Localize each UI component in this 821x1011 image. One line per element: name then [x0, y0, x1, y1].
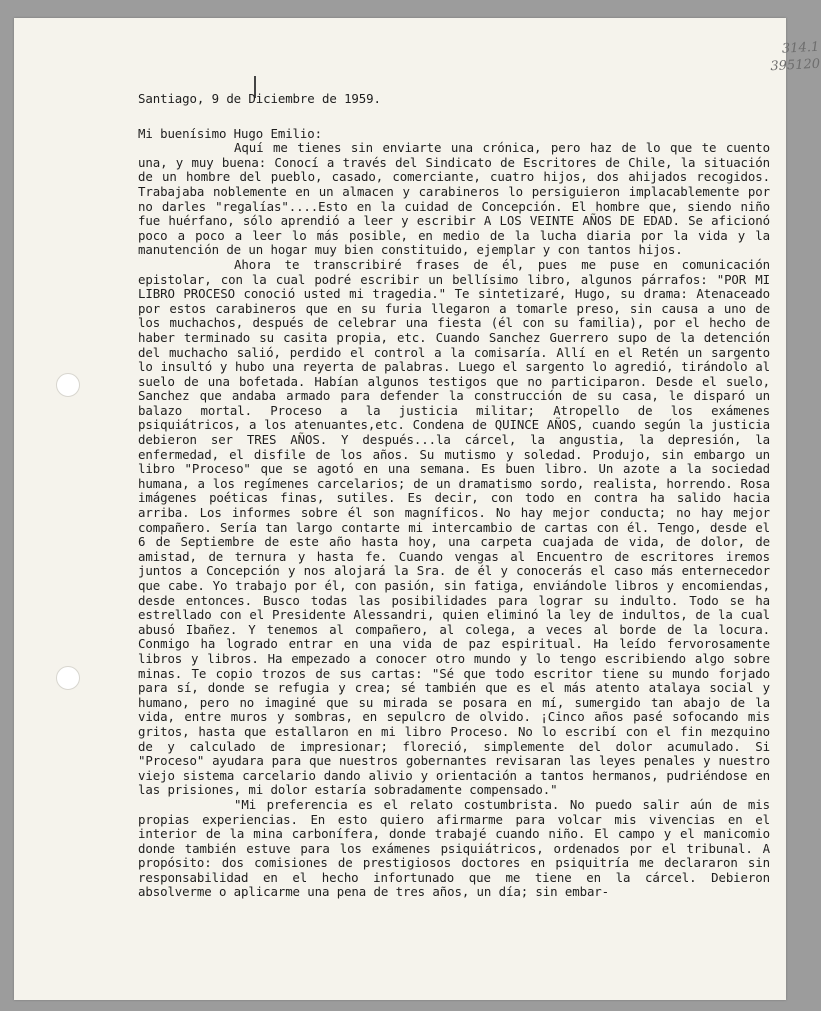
- letter-salutation: Mi buenísimo Hugo Emilio:: [138, 125, 322, 141]
- archive-note-1: 314.1: [781, 39, 820, 57]
- archive-note-2: 395120: [770, 56, 821, 75]
- punch-hole-lower: [56, 666, 80, 690]
- paragraph-1: Aquí me tienes sin enviarte una crónica, pero haz de lo que te cuento una, y muy buena: Conocí a través del Sindicato de Escritores de Chile, la situación de un hombre del pueblo, casado, comerciante, cuatro hijos, dos ahijados recogidos. Trabajaba noblemente en un almacen y carabineros lo persiguieron implacablemente por no darles "regalías"....Esto en la cuidad de Concepción. El hombre que, siendo niño fue huérfano, sólo aprendió a leer y escribir A LOS VEINTE AÑOS DE EDAD. Se aficionó poco a poco a leer lo más posible, en medio de la lucha diaria por la vida y la manutención de un hogar muy bien constituido, ejemplar y con tantos hijos.: [138, 140, 770, 258]
- paragraph-3: "Mi preferencia es el relato costumbrista. No puedo salir aún de mis propias experiencias. En esto quiero afirmarme para volcar mis vivencias en el interior de la mina carbonífera, donde trabajé cuando niño. El campo y el manicomio donde también estuve para los exámenes psiquiátricos, ordenados por el tribunal. A propósito: dos comisiones de prestigiosos doctores en psiquitría me declararon sin responsabilidad en el hecho infortunado que me tiene en la cárcel. Debieron absolverme o aplicarme una pena de tres años, un día; sin embar-: [138, 796, 770, 900]
- archive-pencil-notes: [769, 39, 820, 76]
- paragraph-2: Ahora te transcribiré frases de él, pues me puse en comunicación epistolar, con la cual podré escribir un bellísimo libro, algunos párrafos: "POR MI LIBRO PROCESO conoció usted mi tragedia." Te sintetizaré, Hugo, su drama: Atenaceado por estos carabineros que en su furia llegaron a tomarle preso, sin causa a uno de los muchachos, después de celebrar una fiesta (él con su familia), por el hecho de haber terminado su casita propia, etc. Cuando Sanchez Guerrero supo de la detención del muchacho salió, perdido el control a la comisaría. Allí en el Retén un sargento lo insultó y hubo una reyerta de palabras. Luego el sargento lo agredió, tirándolo al suelo de una bofetada. Habían algunos testigos que no participaron. Desde el suelo, Sanchez que andaba armado para defender la construcción de su casa, le disparó un balazo mortal. Proceso a la justicia militar; Atropello de los exámenes psiquiátricos, a los atenuantes,etc. Condena de QUINCE AÑOS, cuando según la justicia debieron ser TRES AÑOS. Y después...la cárcel, la angustia, la depresión, la enfermedad, el disfile de los años. Su mutismo y soledad. Produjo, sin embargo un libro "Proceso" que se agotó en una semana. Es buen libro. Un azote a la sociedad humana, a los regímenes carcelarios; de un dramatismo sordo, realista, horrendo. Rosa imágenes poéticas finas, sutiles. Es decir, con todo en contra ha salido hacia arriba. Los informes sobre él son magníficos. No hay mejor conducta; no hay mejor compañero. Sería tan largo contarte mi intercambio de cartas con él. Tengo, desde el 6 de Septiembre de este año hasta hoy, una carpeta cuajada de vida, de dolor, de amistad, de ternura y hasta fe. Cuando vengas al Encuentro de escritores iremos juntos a Concepción y nos alojará la Sra. de él y conocerás el caso más enternecedor que cabe. Yo trabajo por él, con pasión, sin fatiga, enviándole libros y encomiendas, desde entonces. Busco todas las posibilidades para lograr su indulto. Todo se ha estrellado con el Presidente Alessandri, quien eliminó la ley de indultos, de la cual abusó Ibañez. Y tenemos al compañero, al colega, a veces al borde de la locura. Conmigo ha logrado entrar en una vida de paz espiritual. Ha leído fervorosamente libros y libros. Ha empezado a conocer otro mundo y lo tengo escribiendo algo sobre minas. Te copio trozos de sus cartas: "Sé que todo escritor tiene su mundo forjado para sí, donde se refugia y crea; sé también que es el más atento atalaya social y humano, pero no imaginé que su mirada se posara en mí, sumergido tan abajo de la vida, entre muros y sombras, en sepulcro de olvido. ¡Cinco años pasé sofocando mis gritos, hasta que estallaron en mi libro Proceso. No lo escribí con el fin mezquino de y calculado de impresionar; floreció, simplemente del dolor acumulado. Si "Proceso" ayudara para que nuestros gobernantes revisaran las leyes penales y nuestro viejo sistema carcelario dando alivio y orientación a tantos hermanos, pudriéndose en las prisiones, mi dolor estaría sobradamente compensado.": [138, 256, 770, 798]
- letter-date: Santiago, 9 de Diciembre de 1959.: [138, 91, 381, 106]
- letter-body: [138, 92, 770, 900]
- punch-hole-upper: [56, 373, 80, 397]
